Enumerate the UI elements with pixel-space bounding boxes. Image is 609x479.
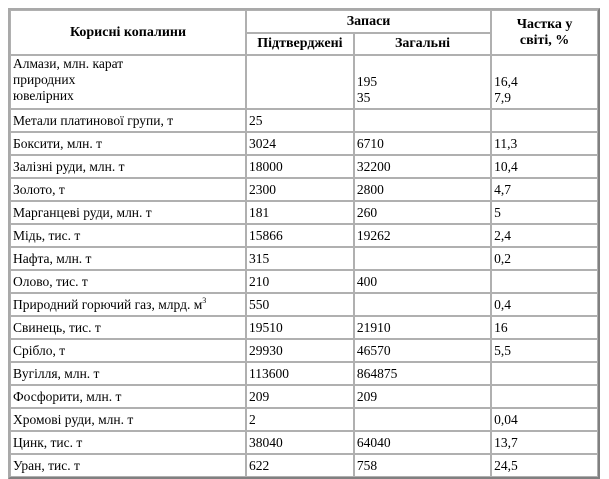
- cell-confirmed: 38040: [246, 431, 354, 454]
- cell-name: [10, 132, 246, 155]
- cell-name: [10, 270, 246, 293]
- cell-confirmed: 550: [246, 293, 354, 316]
- header-share: [491, 10, 598, 55]
- cell-name: [10, 454, 246, 477]
- diamonds-jewelry-label: ювелірних: [13, 88, 74, 103]
- cell-share: 0,2: [491, 247, 598, 270]
- header-share-line2: світі, %: [519, 32, 570, 48]
- table-row: [10, 247, 598, 270]
- cell-share: 4,7: [491, 178, 598, 201]
- cell-name: [10, 109, 246, 132]
- table-row: [10, 362, 598, 385]
- cell-total: 46570: [354, 339, 491, 362]
- cell-name: [10, 178, 246, 201]
- table-row: [10, 454, 598, 477]
- mineral-name: Олово, тис. т: [13, 273, 88, 289]
- diamonds-natural-total: 195: [356, 74, 378, 89]
- cell-total: 21910: [354, 316, 491, 339]
- table-row: [10, 270, 598, 293]
- cell-share: 5,5: [491, 339, 598, 362]
- mineral-name: Уран, тис. т: [13, 457, 80, 473]
- cell-confirmed: 210: [246, 270, 354, 293]
- cell-share: 10,4: [491, 155, 598, 178]
- cell-total: 758: [354, 454, 491, 477]
- cell-confirmed: 315: [246, 247, 354, 270]
- cell-total: 260: [354, 201, 491, 224]
- header-minerals: Корисні копалини: [10, 10, 246, 55]
- cell-confirmed: 19510: [246, 316, 354, 339]
- table-row: [10, 155, 598, 178]
- cell-total: [354, 109, 491, 132]
- table-row: [10, 109, 598, 132]
- cell-name: [10, 339, 246, 362]
- cell-name: [10, 385, 246, 408]
- cell-share: [491, 109, 598, 132]
- diamonds-natural-label: природних: [13, 72, 76, 87]
- table-row: [10, 385, 598, 408]
- cell-total: 209: [354, 385, 491, 408]
- header-reserves: Запаси: [246, 10, 491, 33]
- mineral-name: Природний горючий газ, млрд. м: [13, 296, 203, 312]
- unit-superscript: 3: [202, 295, 207, 305]
- cell-name: [10, 224, 246, 247]
- cell-confirmed: 18000: [246, 155, 354, 178]
- cell-confirmed: 209: [246, 385, 354, 408]
- mineral-name: Хромові руди, млн. т: [13, 411, 134, 427]
- cell-name: [10, 247, 246, 270]
- mineral-name: Фосфорити, млн. т: [13, 388, 122, 404]
- cell-share: 5: [491, 201, 598, 224]
- cell-confirmed: 622: [246, 454, 354, 477]
- cell-confirmed: 29930: [246, 339, 354, 362]
- cell-share: [491, 362, 598, 385]
- cell-name: [10, 155, 246, 178]
- table-row: [10, 224, 598, 247]
- mineral-name: Вугілля, млн. т: [13, 365, 100, 381]
- cell-share: [491, 270, 598, 293]
- table-row: [10, 431, 598, 454]
- cell-share: 16: [491, 316, 598, 339]
- cell-total: 864875: [354, 362, 491, 385]
- cell-total: 400: [354, 270, 491, 293]
- mineral-name: Залізні руди, млн. т: [13, 158, 125, 174]
- cell-total: 64040: [354, 431, 491, 454]
- cell-name: [10, 408, 246, 431]
- table-row: [10, 316, 598, 339]
- cell-confirmed: 181: [246, 201, 354, 224]
- mineral-name: Цинк, тис. т: [13, 434, 83, 450]
- cell-share: 24,5: [491, 454, 598, 477]
- diamonds-natural-share: 16,4: [494, 74, 518, 89]
- mineral-name: Свинець, тис. т: [13, 319, 101, 335]
- cell-share: [491, 385, 598, 408]
- minerals-table-container: [8, 8, 600, 479]
- cell-confirmed: 25: [246, 109, 354, 132]
- mineral-name: Нафта, млн. т: [13, 250, 92, 266]
- cell-name: [10, 362, 246, 385]
- cell-share: 0,4: [491, 293, 598, 316]
- header-total: Загальні: [354, 33, 491, 55]
- header-confirmed: Підтверджені: [246, 33, 354, 55]
- cell-name: [10, 201, 246, 224]
- minerals-reserves-table: [8, 8, 600, 479]
- cell-share: 2,4: [491, 224, 598, 247]
- diamonds-jewelry-share: 7,9: [494, 90, 512, 105]
- cell-confirmed: 2300: [246, 178, 354, 201]
- diamonds-name: Алмази, млн. карат: [13, 56, 124, 71]
- table-row-diamonds: [10, 55, 598, 109]
- mineral-name: Боксити, млн. т: [13, 135, 102, 151]
- cell-total: 2800: [354, 178, 491, 201]
- mineral-name: Марганцеві руди, млн. т: [13, 204, 152, 220]
- table-row: [10, 293, 598, 316]
- cell-confirmed: 2: [246, 408, 354, 431]
- cell-total: [354, 293, 491, 316]
- mineral-name: Метали платинової групи, т: [13, 112, 174, 128]
- cell-confirmed: 3024: [246, 132, 354, 155]
- cell-share: [491, 55, 598, 109]
- cell-name: [10, 293, 246, 316]
- header-share-line1: Частка у: [516, 16, 573, 32]
- table-row: [10, 408, 598, 431]
- table-row: [10, 201, 598, 224]
- cell-total: [354, 408, 491, 431]
- cell-name: [10, 431, 246, 454]
- cell-confirmed: 15866: [246, 224, 354, 247]
- cell-total: 6710: [354, 132, 491, 155]
- cell-total: 32200: [354, 155, 491, 178]
- mineral-name: Срібло, т: [13, 342, 66, 358]
- cell-share: 13,7: [491, 431, 598, 454]
- cell-total: [354, 55, 491, 109]
- cell-name: [10, 316, 246, 339]
- cell-name: [10, 55, 246, 109]
- header-row: [10, 10, 598, 33]
- mineral-name: Мідь, тис. т: [13, 227, 81, 243]
- diamonds-jewelry-total: 35: [356, 90, 371, 105]
- cell-total: 19262: [354, 224, 491, 247]
- cell-share: 0,04: [491, 408, 598, 431]
- cell-share: 11,3: [491, 132, 598, 155]
- cell-confirmed: 113600: [246, 362, 354, 385]
- cell-total: [354, 247, 491, 270]
- table-row: [10, 178, 598, 201]
- table-row: [10, 132, 598, 155]
- cell-confirmed: [246, 55, 354, 109]
- table-row: [10, 339, 598, 362]
- mineral-name: Золото, т: [13, 181, 65, 197]
